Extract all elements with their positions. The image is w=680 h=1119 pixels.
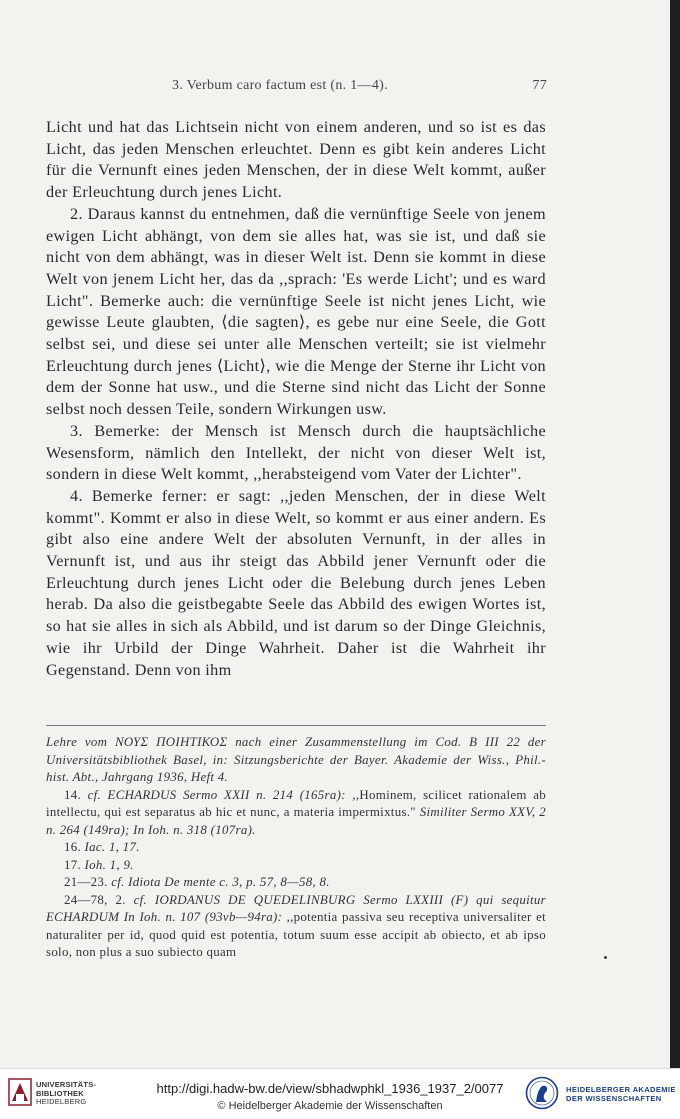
footnote-24-78 [46,892,546,962]
footnote-label: 21—23. [64,875,108,889]
footnote-quote: ,,potentia passiva seu receptiva universaliter et naturaliter per id, quod quid est potentia, totum suum esse accipit ab obiecto, et ab ipso solo, non plus a suo subiecto quam [46,910,546,959]
copyright-notice: © Heidelberger Akademie der Wissenschaften [217,1100,443,1112]
permalink-url[interactable]: http://digi.hadw-bw.de/view/sbhadwphkl_1936_1937_2/0077 [156,1081,504,1096]
footnote-citation: Similiter Sermo XXV, 2 n. 264 (149ra); In Ioh. n. 318 (107ra). [46,805,546,837]
main-text [46,117,546,681]
page-gutter [670,0,680,1068]
paragraph-4: 4. Bemerke ferner: er sagt: ,,jeden Menschen, der in diese Welt kommt". Kommt er also in diese Welt, so kommt er aus einer andern. Es gibt also eine andere Welt der absoluten Vernunft, in der alles in Vernunft ist, und aus ihr steigt das Abbild jener Vernunft oder die Erleuchtung durch jenes Licht oder die Belebung durch jenes Leben herab. Da also die geistbegabte Seele das Abbild des ewigen Wortes ist, so hat sie alles in sich als Abbild, und ist darum so der Dinge Gleichnis, wie ihr Urbild der Dinge Wahrheit. Daher ist die Wahrheit ihr Gegenstand. Denn von ihm [46,486,546,679]
footnote-citation: cf. Idiota De mente c. 3, p. 57, 8—58, 8. [111,875,330,889]
margin-dot [604,956,607,959]
footnote-quote: ,,Hominem, scilicet rationalem ab intellectu, qui est separatus ab hic et nunc, a materia impermixtus." [46,787,546,819]
paragraph-1: Licht und hat das Lichtsein nicht von einem anderen, und so ist es das Licht, das jeden Menschen erleuchtet. Denn es gibt kein anderes Licht für die Vernunft eines jeden Menschen, der in diese Welt kommt, außer der Erleuchtung durch jenes Licht. [46,118,546,202]
footnote-label: 14. [64,787,82,802]
footnote-14 [46,787,546,840]
footnote-label: 24—78, 2. [64,892,126,907]
running-title: 3. Verbum caro factum est (n. 1—4). [172,78,388,93]
academy-logo-icon[interactable] [525,1075,559,1111]
footnote-citation: cf. ECHARDUS Sermo XXII n. 214 (165ra): [87,787,346,802]
footnote-rule [46,725,546,726]
footnote-17 [46,857,546,875]
footnote-citation: cf. IORDANUS DE QUEDELINBURG Sermo LXXIII (F) qui sequitur ECHARDUM In Ioh. n. 107 (93vb—94ra): [46,892,546,924]
viewer-footer [0,1068,680,1119]
academy-name: HEIDELBERGER AKADEMIE DER WISSENSCHAFTEN [566,1085,676,1103]
university-library-name: UNIVERSITÄTS- BIBLIOTHEK HEIDELBERG [36,1080,97,1106]
footnote-16 [46,839,546,857]
footnote-label: 16. [64,840,82,854]
footnote-citation: Iac. 1, 17. [84,840,140,854]
footnote-reference: Lehre vom ΝΟΥΣ ΠΟΙΗΤΙΚΟΣ nach einer Zusammenstellung im Cod. B III 22 der Universitätsbibliothek Basel, in: Sitzungsberichte der Bayer. Akademie der Wiss., Phil.-hist. Abt., Jahrgang 1936, Heft 4. [46,735,546,784]
page-number: 77 [532,78,547,93]
footnote-citation: Ioh. 1, 9. [84,857,134,872]
university-library-logo-icon[interactable] [8,1077,32,1107]
paragraph-2: 2. Daraus kannst du entnehmen, daß die vernünftige Seele von jenem ewigen Licht abhängt, von dem sie alles hat, was sie ist, und daß sie nicht von dem abhängt, was in dieser Welt ist. Denn sie kommt in diese Welt von jenem Licht her, das da ,,sprach: 'Es werde Licht'; und es ward Licht". Bemerke auch: die vernünftige Seele ist nicht jenes Licht, wie gewisse Leute glaubten, ⟨die sagten⟩, es gebe nur eine Seele, die Gott selbst sei, und diese sei unter alle Menschen verteilt; sie ist vielmehr Erleuchtung durch jenes ⟨Licht⟩, wie die Menge der Sterne ihr Licht von dem der Sonne hat usw., und die Sterne sind nicht das Licht der Sonne selbst noch dessen Teile, sondern Wirkungen usw. [46,204,546,419]
paragraph-3: 3. Bemerke: der Mensch ist Mensch durch die hauptsächliche Wesensform, nämlich den Intellekt, der nicht von dieser Welt ist, sondern in diese Welt kommt, ,,herabsteigend vom Vater der Lichter". [46,421,546,484]
footnotes [46,734,546,962]
footnote-label: 17. [64,857,82,872]
footnote-21-23 [46,874,546,892]
